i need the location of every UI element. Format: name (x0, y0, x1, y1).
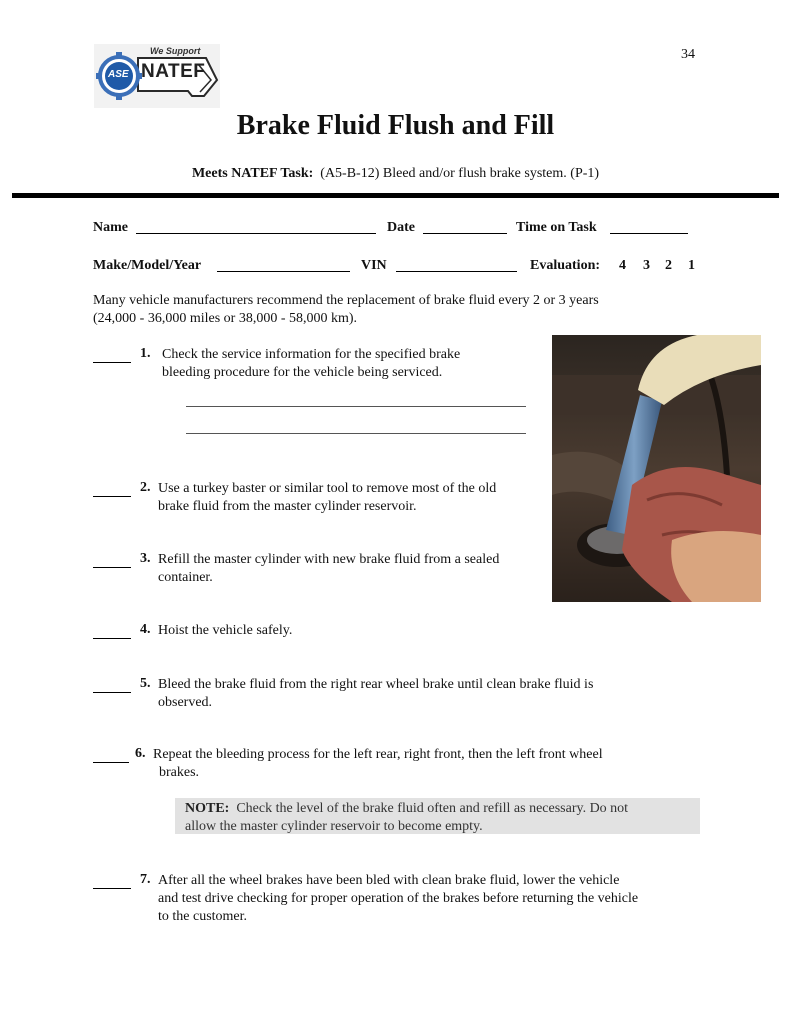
step-6-text: Repeat the bleeding process for the left rear, right front, then the left front wheel brakes. (153, 747, 603, 780)
step-7-text: After all the wheel brakes have been bled with clean brake fluid, lower the vehicle and test drive checking for proper operation of the brakes before returning the vehicle to the customer. (158, 873, 639, 924)
step-6-check-blank[interactable] (93, 748, 129, 763)
step-1-number: 1. (140, 346, 151, 361)
make-model-year-field[interactable] (217, 259, 350, 272)
step-1-answer-line[interactable] (186, 432, 526, 434)
vin-label: VIN (361, 258, 387, 273)
step-2-check-blank[interactable] (93, 482, 131, 497)
step-7-number: 7. (140, 872, 151, 887)
step-6-number: 6. (135, 746, 146, 761)
intro-paragraph (93, 292, 693, 328)
name-label: Name (93, 220, 128, 235)
logo-ase-text: ASE (108, 69, 129, 80)
step-1-check-blank[interactable] (93, 348, 131, 363)
step-5-text: Bleed the brake fluid from the right rear wheel brake until clean brake fluid is observed. (158, 677, 594, 710)
logo-natef-text: NATEF (141, 61, 206, 82)
step-3-text: Refill the master cylinder with new brake fluid from a sealed container. (158, 552, 500, 585)
note-text: NOTE: Check the level of the brake fluid often and refill as necessary. Do not allow the master cylinder reservoir to become empty. (185, 801, 629, 834)
step-1-text: Check the service information for the specified brake bleeding procedure for the vehicle being serviced. (162, 347, 461, 380)
step-5-check-blank[interactable] (93, 678, 131, 693)
date-label: Date (387, 220, 415, 235)
logo-support-text: We Support (150, 46, 201, 56)
natef-logo (94, 44, 220, 108)
turkey-baster-photo (552, 335, 761, 602)
date-field[interactable] (423, 221, 507, 234)
task-subtitle (0, 166, 791, 182)
step-2-text: Use a turkey baster or similar tool to remove most of the old brake fluid from the master cylinder reservoir. (158, 481, 497, 514)
step-4-number: 4. (140, 622, 151, 637)
step-1-answer-line[interactable] (186, 405, 526, 407)
page-number: 34 (681, 47, 695, 62)
time-on-task-field[interactable] (610, 221, 688, 234)
step-4-check-blank[interactable] (93, 624, 131, 639)
evaluation-score-2[interactable]: 2 (665, 258, 672, 273)
evaluation-score-1[interactable]: 1 (688, 258, 695, 273)
step-4-text: Hoist the vehicle safely. (158, 623, 293, 638)
step-2-number: 2. (140, 480, 151, 495)
step-3-check-blank[interactable] (93, 553, 131, 568)
evaluation-score-4[interactable]: 4 (619, 258, 626, 273)
intro-line: (24,000 - 36,000 miles or 38,000 - 58,000 km). (93, 311, 358, 326)
step-3-number: 3. (140, 551, 151, 566)
note-label: NOTE: (185, 801, 230, 816)
task-label: Meets NATEF Task: (191, 166, 314, 181)
intro-line: Many vehicle manufacturers recommend the replacement of brake fluid every 2 or 3 years (93, 293, 599, 308)
page-title: Brake Fluid Flush and Fill (236, 110, 555, 141)
step-7-check-blank[interactable] (93, 874, 131, 889)
step-5-number: 5. (140, 676, 151, 691)
task-text: (A5-B-12) Bleed and/or flush brake system. (P-1) (320, 166, 600, 181)
name-field[interactable] (136, 221, 376, 234)
evaluation-label: Evaluation: (530, 258, 601, 273)
make-model-year-label: Make/Model/Year (93, 258, 202, 273)
header-rule (12, 193, 779, 198)
vin-field[interactable] (396, 259, 517, 272)
time-on-task-label: Time on Task (516, 220, 597, 235)
evaluation-score-3[interactable]: 3 (643, 258, 650, 273)
